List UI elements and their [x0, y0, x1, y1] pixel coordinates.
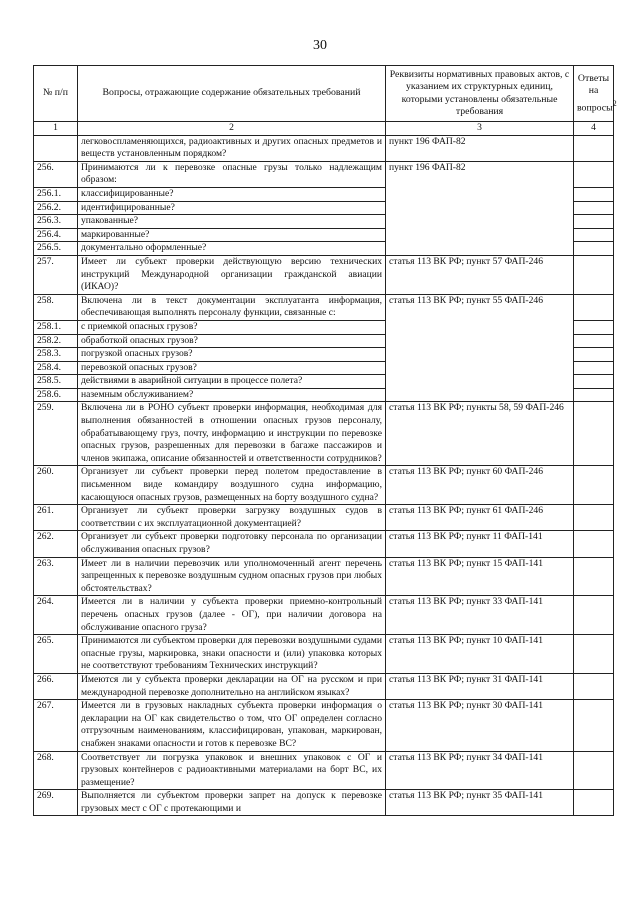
- row-reference: статья 113 ВК РФ; пункт 55 ФАП-246: [386, 294, 574, 402]
- answer-cell[interactable]: [574, 505, 614, 531]
- row-number: 258.6.: [34, 388, 78, 402]
- answer-cell[interactable]: [574, 635, 614, 674]
- row-question: классифицированные?: [78, 187, 386, 201]
- row-number: 258.2.: [34, 334, 78, 348]
- row-question: Организует ли субъект проверки загрузку воздушных судов в соответствии с их эксплуатационной документацией?: [78, 505, 386, 531]
- row-reference: статья 113 ВК РФ; пункт 30 ФАП-141: [386, 700, 574, 751]
- row-reference: статья 113 ВК РФ; пункт 61 ФАП-246: [386, 505, 574, 531]
- row-question: Организует ли субъект проверки перед полетом предоставление в письменном виде командиру воздушного судна информацию, касающуюся опасных грузов, размещенных на борту воздушного судна?: [78, 466, 386, 505]
- row-number: [34, 135, 78, 161]
- row-question: наземным обслуживанием?: [78, 388, 386, 402]
- row-reference: статья 113 ВК РФ; пункт 15 ФАП-141: [386, 557, 574, 596]
- answer-cell[interactable]: [574, 187, 614, 201]
- table-row: [34, 790, 614, 816]
- answer-cell[interactable]: [574, 466, 614, 505]
- row-reference: статья 113 ВК РФ; пункт 57 ФАП-246: [386, 255, 574, 294]
- row-question: легковоспламеняющихся, радиоактивных и других опасных предметов и веществ установленным порядком?: [78, 135, 386, 161]
- answer-cell[interactable]: [574, 334, 614, 348]
- table-row: [34, 635, 614, 674]
- table-row: [34, 557, 614, 596]
- answer-cell[interactable]: [574, 402, 614, 466]
- answer-cell[interactable]: [574, 388, 614, 402]
- answer-cell[interactable]: [574, 790, 614, 816]
- table-row: [34, 402, 614, 466]
- row-question: Соответствует ли погрузка упаковок и внешних упаковок с ОГ и грузовых контейнеров с радиоактивными материалами на борт ВС, их размещение?: [78, 751, 386, 790]
- answer-cell[interactable]: [574, 320, 614, 334]
- answer-cell[interactable]: [574, 361, 614, 375]
- row-reference: статья 113 ВК РФ; пункт 60 ФАП-246: [386, 466, 574, 505]
- header-answers: [574, 66, 617, 122]
- requirements-table: [33, 65, 617, 816]
- header-question: Вопросы, отражающие содержание обязательных требований: [78, 66, 386, 122]
- answer-cell[interactable]: [574, 135, 614, 161]
- column-index: 3: [386, 122, 574, 136]
- row-reference: статья 113 ВК РФ; пункт 10 ФАП-141: [386, 635, 574, 674]
- answer-cell[interactable]: [574, 242, 614, 256]
- row-question: Включена ли в РОНО субъект проверки информация, необходимая для выполнения обязанностей в отношении опасных грузов персоналу, обрабатывающему груз, почту, информацию и инструкции по перевозке опасных грузов, разрешенных для перевозки в багаже пассажиров и членов экипажа, описание обязанностей и ответственности сотрудников?: [78, 402, 386, 466]
- table-row: [34, 673, 614, 699]
- page-number: 30: [313, 38, 327, 53]
- row-question: Имеется ли в наличии у субъекта проверки приемно-контрольный перечень опасных грузов (далее - ОГ), при наличии договора на обслуживание опасного груза?: [78, 596, 386, 635]
- table-row: [34, 294, 614, 320]
- answer-cell[interactable]: [574, 228, 614, 242]
- row-question: Имеются ли у субъекта проверки декларации на ОГ на русском и при международной перевозке дополнительно на английском языках?: [78, 673, 386, 699]
- table-row: [34, 700, 614, 751]
- table-row: [34, 505, 614, 531]
- header-answers-text: Ответы на вопросы: [577, 72, 613, 113]
- row-number: 256.5.: [34, 242, 78, 256]
- row-question: документально оформленные?: [78, 242, 386, 256]
- table-row: [34, 255, 614, 294]
- answer-cell[interactable]: [574, 596, 614, 635]
- column-index: 1: [34, 122, 78, 136]
- row-number: 257.: [34, 255, 78, 294]
- answer-cell[interactable]: [574, 255, 614, 294]
- answer-cell[interactable]: [574, 700, 614, 751]
- row-number: 262.: [34, 531, 78, 557]
- answer-cell[interactable]: [574, 348, 614, 362]
- row-question: идентифицированные?: [78, 201, 386, 215]
- row-question: Принимаются ли субъектом проверки для перевозки воздушными судами опасные грузы, маркировка, знаки опасности и (или) упаковка которых не соответствуют требованиям Технических инструкций?: [78, 635, 386, 674]
- row-number: 259.: [34, 402, 78, 466]
- column-index: 4: [574, 122, 614, 136]
- row-number: 263.: [34, 557, 78, 596]
- row-number: 256.4.: [34, 228, 78, 242]
- row-reference: статья 113 ВК РФ; пункты 58, 59 ФАП-246: [386, 402, 574, 466]
- answer-cell[interactable]: [574, 201, 614, 215]
- answer-cell[interactable]: [574, 751, 614, 790]
- row-question: обработкой опасных грузов?: [78, 334, 386, 348]
- table-row: [34, 161, 614, 187]
- header-answers-footnote: 2: [612, 98, 617, 108]
- table-row: [34, 751, 614, 790]
- row-question: действиями в аварийной ситуации в процессе полета?: [78, 375, 386, 389]
- table-row: [34, 466, 614, 505]
- row-reference: статья 113 ВК РФ; пункт 11 ФАП-141: [386, 531, 574, 557]
- row-question: Принимаются ли к перевозке опасные грузы только надлежащим образом:: [78, 161, 386, 187]
- row-number: 268.: [34, 751, 78, 790]
- column-index: 2: [78, 122, 386, 136]
- answer-cell[interactable]: [574, 294, 614, 320]
- table-row: [34, 135, 614, 161]
- row-question: Имеется ли в грузовых накладных субъекта проверки информация о декларации на ОГ как свидетельство о том, что ОГ определен согласно отгрузочным наименованиям, классифицирован, упакован, маркирован, снабжен знаками опасности и готов к перевозке ВС?: [78, 700, 386, 751]
- row-number: 269.: [34, 790, 78, 816]
- header-requisites: Реквизиты нормативных правовых актов, с указанием их структурных единиц, которыми установлены обязательные требования: [386, 66, 574, 122]
- row-question: Имеет ли субъект проверки действующую версию технических инструкций Международной организации гражданской авиации (ИКАО)?: [78, 255, 386, 294]
- row-number: 265.: [34, 635, 78, 674]
- row-question: маркированные?: [78, 228, 386, 242]
- answer-cell[interactable]: [574, 531, 614, 557]
- row-number: 256.2.: [34, 201, 78, 215]
- row-reference: статья 113 ВК РФ; пункт 31 ФАП-141: [386, 673, 574, 699]
- row-number: 261.: [34, 505, 78, 531]
- row-number: 258.: [34, 294, 78, 320]
- row-number: 258.4.: [34, 361, 78, 375]
- header-num: № п/п: [34, 66, 78, 122]
- row-question: погрузкой опасных грузов?: [78, 348, 386, 362]
- row-number: 256.1.: [34, 187, 78, 201]
- row-question: Организует ли субъект проверки подготовку персонала по организации обслуживания опасных грузов?: [78, 531, 386, 557]
- row-question: Включена ли в текст документации эксплуатанта информация, обеспечивающая выполнять персоналу функции, связанные с:: [78, 294, 386, 320]
- row-number: 258.1.: [34, 320, 78, 334]
- answer-cell[interactable]: [574, 375, 614, 389]
- answer-cell[interactable]: [574, 673, 614, 699]
- answer-cell[interactable]: [574, 557, 614, 596]
- answer-cell[interactable]: [574, 161, 614, 187]
- row-number: 256.3.: [34, 215, 78, 229]
- row-question: перевозкой опасных грузов?: [78, 361, 386, 375]
- answer-cell[interactable]: [574, 215, 614, 229]
- row-reference: статья 113 ВК РФ; пункт 33 ФАП-141: [386, 596, 574, 635]
- row-number: 264.: [34, 596, 78, 635]
- table-header-row: [34, 66, 614, 122]
- row-number: 260.: [34, 466, 78, 505]
- row-number: 267.: [34, 700, 78, 751]
- row-question: Выполняется ли субъектом проверки запрет на допуск к перевозке грузовых мест с ОГ с протекающими и: [78, 790, 386, 816]
- table-row: [34, 596, 614, 635]
- table-row: [34, 531, 614, 557]
- row-reference: пункт 196 ФАП-82: [386, 161, 574, 255]
- row-reference: пункт 196 ФАП-82: [386, 135, 574, 161]
- row-reference: статья 113 ВК РФ; пункт 34 ФАП-141: [386, 751, 574, 790]
- row-reference: статья 113 ВК РФ; пункт 35 ФАП-141: [386, 790, 574, 816]
- row-question: Имеет ли в наличии перевозчик или уполномоченный агент перечень запрещенных к перевозке воздушным судном опасных грузов при любых обстоятельствах?: [78, 557, 386, 596]
- row-question: упакованные?: [78, 215, 386, 229]
- row-question: с приемкой опасных грузов?: [78, 320, 386, 334]
- row-number: 258.5.: [34, 375, 78, 389]
- row-number: 258.3.: [34, 348, 78, 362]
- column-index-row: [34, 122, 614, 136]
- row-number: 266.: [34, 673, 78, 699]
- row-number: 256.: [34, 161, 78, 187]
